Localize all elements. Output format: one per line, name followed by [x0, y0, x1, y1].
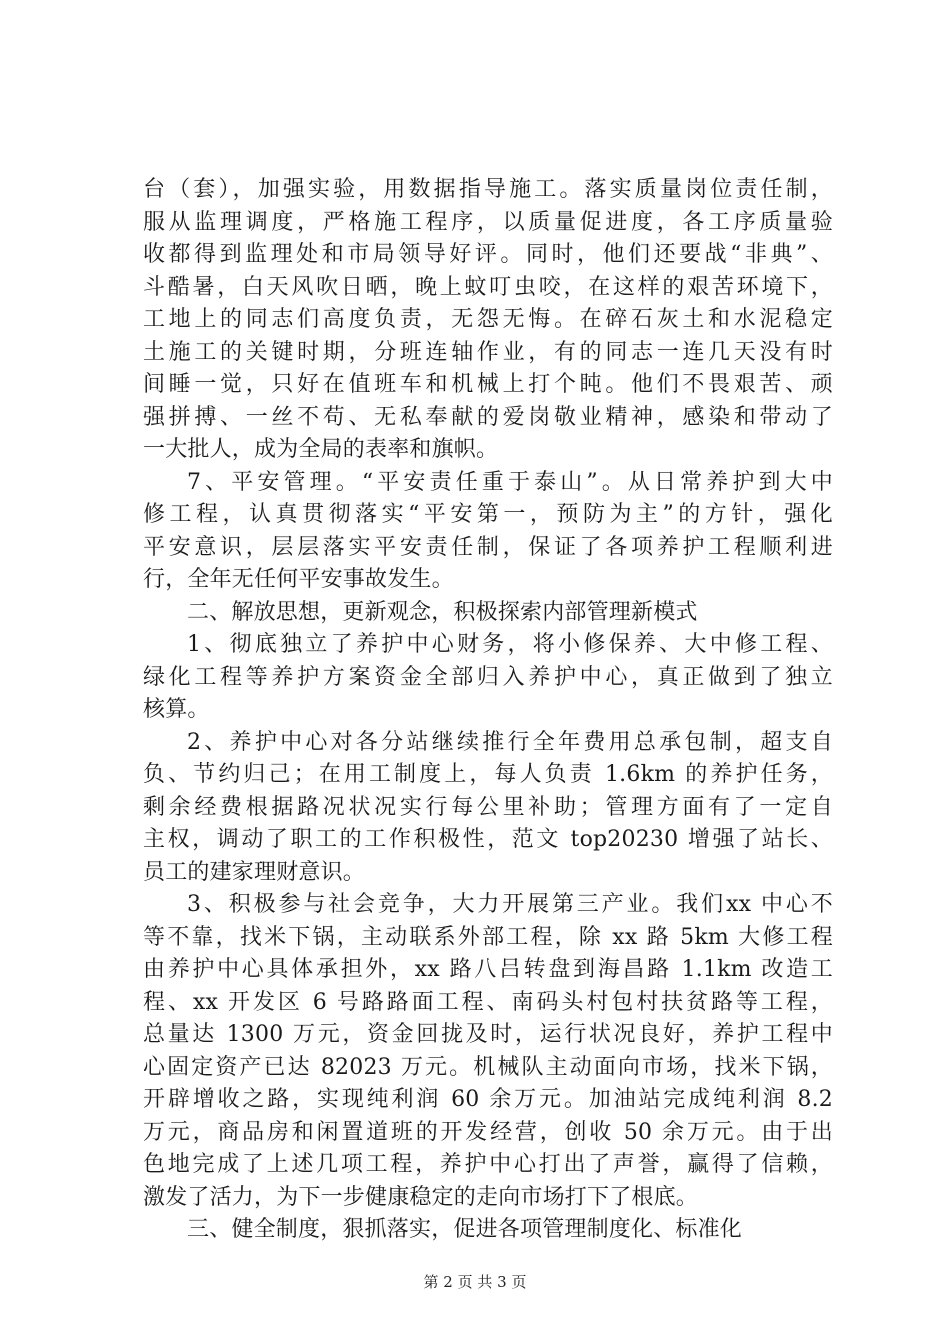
- body-line: 色地完成了上述几项工程，养护中心打出了声誉，赢得了信赖，: [143, 1152, 833, 1177]
- body-line: 一大批人，成为全局的表率和旗帜。: [143, 437, 499, 462]
- body-line: 主权，调动了职工的工作积极性，范文 top20230 增强了站长、: [143, 827, 833, 852]
- body-line: 3、积极参与社会竞争，大力开展第三产业。我们xx 中心不: [187, 892, 833, 917]
- body-text: [143, 174, 833, 1247]
- body-line: 程、xx 开发区 6 号路路面工程、南码头村包村扶贫路等工程，: [143, 989, 833, 1015]
- page-footer: [0, 1271, 950, 1292]
- body-line: 员工的建家理财意识。: [143, 859, 366, 885]
- body-line: 1、彻底独立了养护中心财务，将小修保养、大中修工程、: [187, 632, 833, 657]
- body-line: 绿化工程等养护方案资金全部归入养护中心，真正做到了独立: [143, 664, 833, 690]
- body-line: 行，全年无任何平安事故发生。: [143, 567, 454, 592]
- body-line: 核算。: [143, 697, 210, 722]
- body-line: 土施工的关键时期，分班连轴作业，有的同志一连几天没有时: [143, 339, 833, 365]
- body-line: 万元，商品房和闲置道班的开发经营，创收 50 余万元。由于出: [143, 1119, 833, 1145]
- body-line: 修工程，认真贯彻落实“平安第一，预防为主”的方针，强化: [143, 502, 833, 527]
- section-heading: 三、健全制度，狠抓落实，促进各项管理制度化、标准化: [187, 1217, 743, 1242]
- body-line: 由养护中心具体承担外，xx 路八吕转盘到海昌路 1.1km 改造工: [143, 957, 833, 982]
- body-line: 收都得到监理处和市局领导好评。同时，他们还要战“非典”、: [143, 242, 833, 267]
- body-line: 强拼搏、一丝不苟、无私奉献的爱岗敬业精神，感染和带动了: [143, 404, 833, 430]
- body-line: 心固定资产已达 82023 万元。机械队主动面向市场，找米下锅，: [143, 1054, 833, 1080]
- body-line: 台（套），加强实验，用数据指导施工。落实质量岗位责任制，: [143, 177, 833, 202]
- body-line: 激发了活力，为下一步健康稳定的走向市场打下了根底。: [143, 1184, 699, 1210]
- body-line: 开辟增收之路，实现纯利润 60 余万元。加油站完成纯利润 8.2: [143, 1087, 833, 1112]
- body-line: 总量达 1300 万元，资金回拢及时，运行状况良好，养护工程中: [143, 1022, 833, 1047]
- body-line: 负、节约归己；在用工制度上，每人负责 1.6km 的养护任务，: [143, 762, 833, 787]
- body-line: 间睡一觉，只好在值班车和机械上打个盹。他们不畏艰苦、顽: [143, 372, 833, 397]
- body-line: 服从监理调度，严格施工程序，以质量促进度，各工序质量验: [143, 209, 833, 235]
- section-heading: 二、解放思想，更新观念，积极探索内部管理新模式: [187, 599, 698, 625]
- page-number: 第 2 页 共 3 页: [423, 1273, 527, 1291]
- body-line: 剩余经费根据路况状况实行每公里补助；管理方面有了一定自: [143, 794, 833, 820]
- body-line: 2、养护中心对各分站继续推行全年费用总承包制，超支自: [187, 729, 833, 755]
- body-line: 平安意识，层层落实平安责任制，保证了各项养护工程顺利进: [143, 534, 833, 560]
- body-line: 工地上的同志们高度负责，无怨无悔。在碎石灰土和水泥稳定: [143, 307, 833, 332]
- body-line: 斗酷暑，白天风吹日晒，晚上蚊叮虫咬，在这样的艰苦环境下，: [143, 274, 833, 300]
- body-line: 等不靠，找米下锅，主动联系外部工程，除 xx 路 5km 大修工程: [143, 924, 833, 950]
- body-line: 7、平安管理。“平安责任重于泰山”。从日常养护到大中: [187, 469, 833, 495]
